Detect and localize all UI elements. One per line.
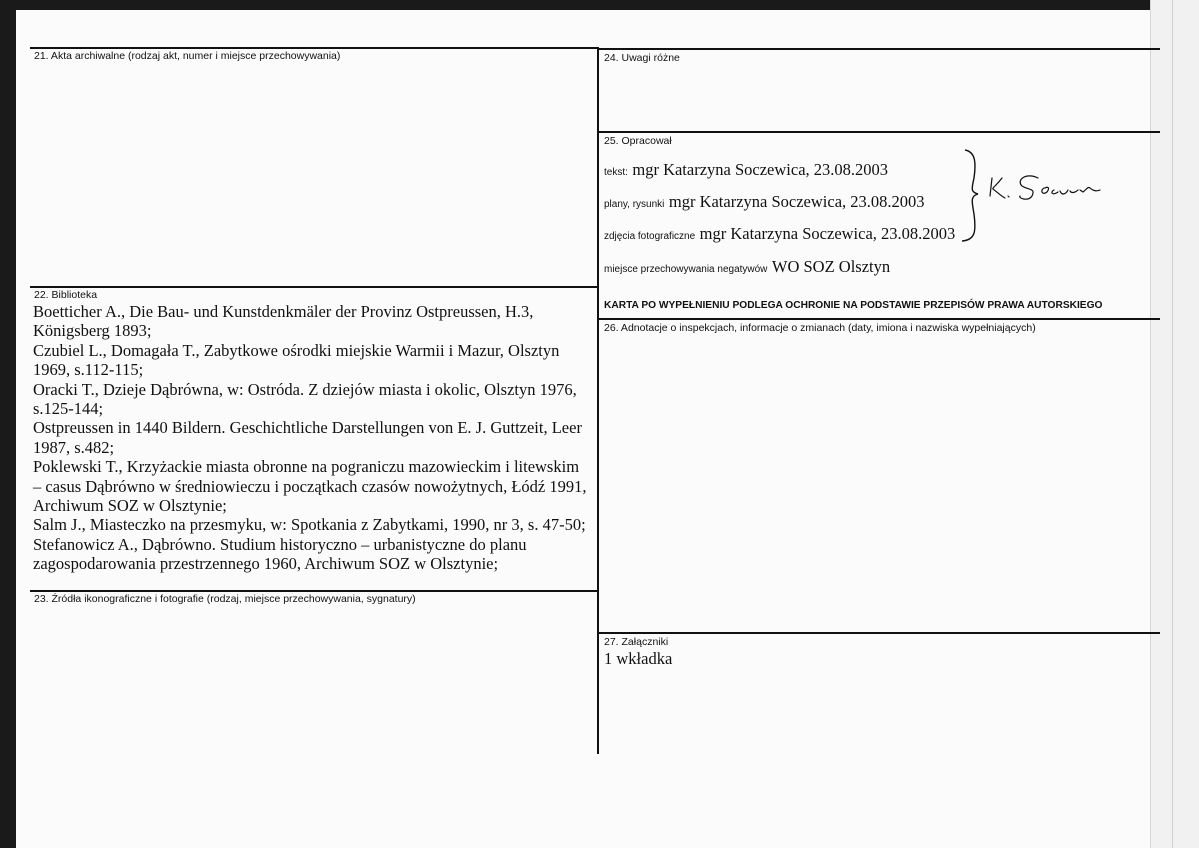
- bibliography-line: 1969, s.112-115;: [33, 360, 144, 380]
- author-photos-value: mgr Katarzyna Soczewica, 23.08.2003: [699, 224, 956, 243]
- bibliography-line: Boetticher A., Die Bau- und Kunstdenkmäler der Provinz Ostpreussen, H.3,: [33, 302, 534, 321]
- bibliography-line: Oracki T., Dzieje Dąbrówna, w: Ostróda. Z dziejów miasta i okolic, Olsztyn 1976,: [33, 379, 577, 399]
- field-22-label: 22. Biblioteka: [34, 289, 98, 301]
- field-24-label: 24. Uwagi różne: [604, 52, 680, 64]
- attachments-value: 1 wkładka: [604, 649, 673, 668]
- field-25-label: 25. Opracował: [604, 135, 672, 147]
- bibliography-line: Archiwum SOZ w Olsztynie;: [33, 496, 227, 516]
- negatives-value: WO SOZ Olsztyn: [771, 257, 891, 276]
- bibliography-line: – casus Dąbrówno w średniowieczu i początkach czasów nowożytnych, Łódź 1991,: [33, 476, 587, 496]
- bibliography-line: Salm J., Miasteczko na przesmyku, w: Spotkania z Zabytkami, 1990, nr 3, s. 47-50;: [33, 515, 586, 535]
- negatives-label: miejsce przechowywania negatywów: [604, 264, 768, 275]
- signature-stroke: [990, 176, 1100, 199]
- field-27-label: 27. Załączniki: [604, 636, 669, 648]
- bibliography-line: s.125-144;: [33, 399, 104, 419]
- bibliography-line: Czubiel L., Domagała T., Zabytkowe ośrodki miejskie Warmii i Mazur, Olsztyn: [33, 340, 560, 360]
- field-26-label: 26. Adnotacje o inspekcjach, informacje o zmianach (daty, imiona i nazwiska wypełniających): [604, 322, 1036, 334]
- author-photos-label: zdjęcia fotograficzne: [604, 231, 696, 242]
- field-21-label: 21. Akta archiwalne (rodzaj akt, numer i miejsce przechowywania): [34, 50, 341, 62]
- author-plans-label: plany, rysunki: [604, 199, 665, 210]
- bibliography-line: Poklewski T., Krzyżackie miasta obronne na pograniczu mazowieckim i litewskim: [33, 457, 580, 477]
- curly-brace: [962, 150, 978, 241]
- bibliography-line: Königsberg 1893;: [33, 321, 152, 341]
- bibliography-line: 1987, s.482;: [33, 437, 115, 457]
- author-text-label: tekst:: [604, 167, 628, 178]
- bibliography-line: Ostpreussen in 1440 Bildern. Geschichtliche Darstellungen von E. J. Guttzeit, Leer: [33, 418, 582, 438]
- bibliography-line: Stefanowicz A., Dąbrówno. Studium historyczno – urbanistyczne do planu: [33, 534, 527, 554]
- copyright-note: KARTA PO WYPEŁNIENIU PODLEGA OCHRONIE NA PODSTAWIE PRZEPISÓW PRAWA AUTORSKIEGO: [604, 300, 1103, 311]
- author-text-value: mgr Katarzyna Soczewica, 23.08.2003: [632, 160, 889, 179]
- bibliography-line: zagospodarowania przestrzennego 1960, Archiwum SOZ w Olsztynie;: [33, 554, 499, 574]
- field-23-label: 23. Źródła ikonograficzne i fotografie (rodzaj, miejsce przechowywania, sygnatury): [34, 593, 416, 605]
- author-plans-value: mgr Katarzyna Soczewica, 23.08.2003: [668, 192, 925, 211]
